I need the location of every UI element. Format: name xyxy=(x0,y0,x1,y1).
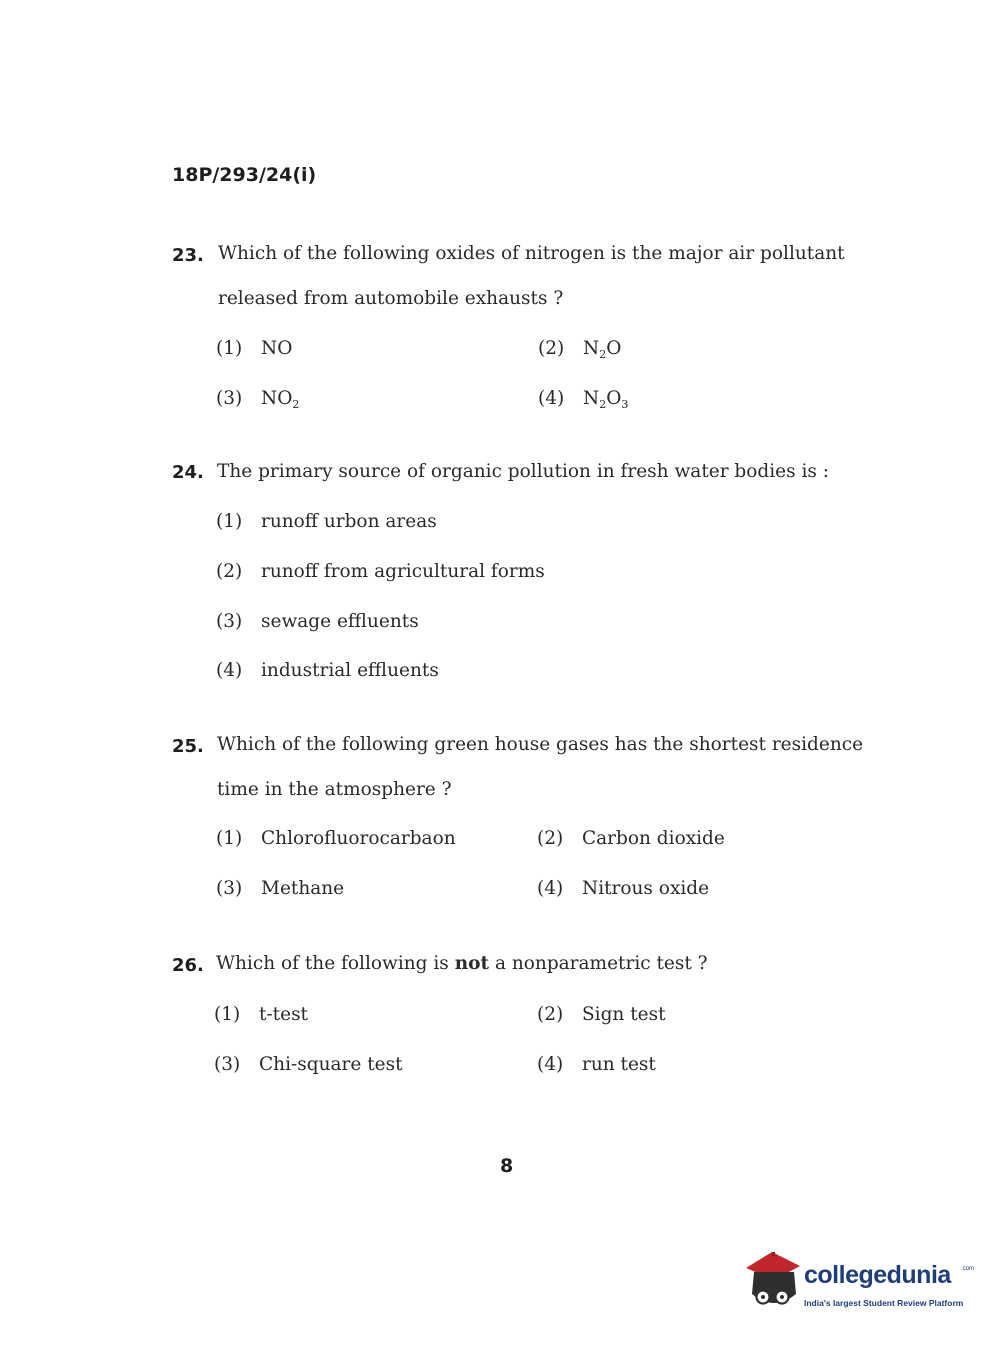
option-1 xyxy=(216,511,437,532)
brand-tagline: India's largest Student Review Platform xyxy=(804,1298,964,1308)
option-number: (1) xyxy=(216,828,243,849)
option-number: (3) xyxy=(216,611,243,632)
question-text-cont: time in the atmosphere ? xyxy=(217,779,452,800)
option-4 xyxy=(537,1054,656,1075)
option-text: $NO_2$ xyxy=(261,388,300,411)
option-number: (3) xyxy=(216,388,243,409)
question-number: 23. xyxy=(172,245,204,266)
option-text: Sign test xyxy=(582,1004,666,1025)
collegedunia-watermark xyxy=(742,1250,975,1320)
option-2 xyxy=(537,828,725,849)
emphasis-not: not xyxy=(454,953,490,974)
option-text: run test xyxy=(582,1054,656,1075)
option-number: (4) xyxy=(537,1054,564,1075)
option-number: (4) xyxy=(216,660,243,681)
option-4 xyxy=(538,388,628,411)
option-number: (1) xyxy=(214,1004,241,1025)
option-text: $N_2O_3$ xyxy=(583,388,629,411)
page-code: 18P/293/24(i) xyxy=(172,164,317,186)
option-number: (1) xyxy=(216,338,243,359)
option-text: Chi-square test xyxy=(259,1054,403,1075)
brand-name: collegedunia xyxy=(804,1261,951,1289)
option-2 xyxy=(216,561,545,582)
brand-suffix: .com xyxy=(961,1266,975,1272)
question-number: 24. xyxy=(172,462,204,483)
option-text: runoff from agricultural forms xyxy=(261,561,545,582)
option-text: industrial effluents xyxy=(261,660,439,681)
option-number: (1) xyxy=(216,511,243,532)
option-number: (3) xyxy=(216,878,243,899)
question-text: Which of the following oxides of nitrogen is the major air pollutant xyxy=(218,243,845,264)
option-1 xyxy=(216,828,456,849)
page-number: 8 xyxy=(500,1155,514,1177)
option-number: (4) xyxy=(538,388,565,409)
option-2 xyxy=(538,338,621,361)
option-text: Carbon dioxide xyxy=(582,828,725,849)
option-text: Chlorofluorocarbaon xyxy=(261,828,456,849)
option-number: (4) xyxy=(537,878,564,899)
option-number: (2) xyxy=(216,561,243,582)
option-4 xyxy=(216,660,439,681)
option-number: (3) xyxy=(214,1054,241,1075)
option-2 xyxy=(537,1004,666,1025)
question-number: 26. xyxy=(172,955,204,976)
option-1 xyxy=(216,338,292,359)
option-4 xyxy=(537,878,709,899)
option-text: Nitrous oxide xyxy=(582,878,710,899)
option-1 xyxy=(214,1004,308,1025)
option-text: $N_2O$ xyxy=(583,338,622,361)
question-text: The primary source of organic pollution in fresh water bodies is : xyxy=(217,461,830,482)
option-number: (2) xyxy=(537,828,564,849)
option-3 xyxy=(216,388,299,411)
option-text: runoff urbon areas xyxy=(261,511,437,532)
question-text: Which of the following green house gases has the shortest residence xyxy=(217,734,864,755)
option-3 xyxy=(216,611,419,632)
option-3 xyxy=(214,1054,403,1075)
question-text-cont: released from automobile exhausts ? xyxy=(218,288,564,309)
option-text: Methane xyxy=(261,878,345,899)
option-text: NO xyxy=(261,338,293,359)
option-text: t-test xyxy=(259,1004,308,1025)
option-3 xyxy=(216,878,344,899)
option-number: (2) xyxy=(537,1004,564,1025)
option-text: sewage effluents xyxy=(261,611,419,632)
question-text: Which of the following is not a nonparametric test ? xyxy=(216,953,708,974)
mascot-logo-icon xyxy=(742,1250,804,1320)
question-number: 25. xyxy=(172,736,204,757)
option-number: (2) xyxy=(538,338,565,359)
